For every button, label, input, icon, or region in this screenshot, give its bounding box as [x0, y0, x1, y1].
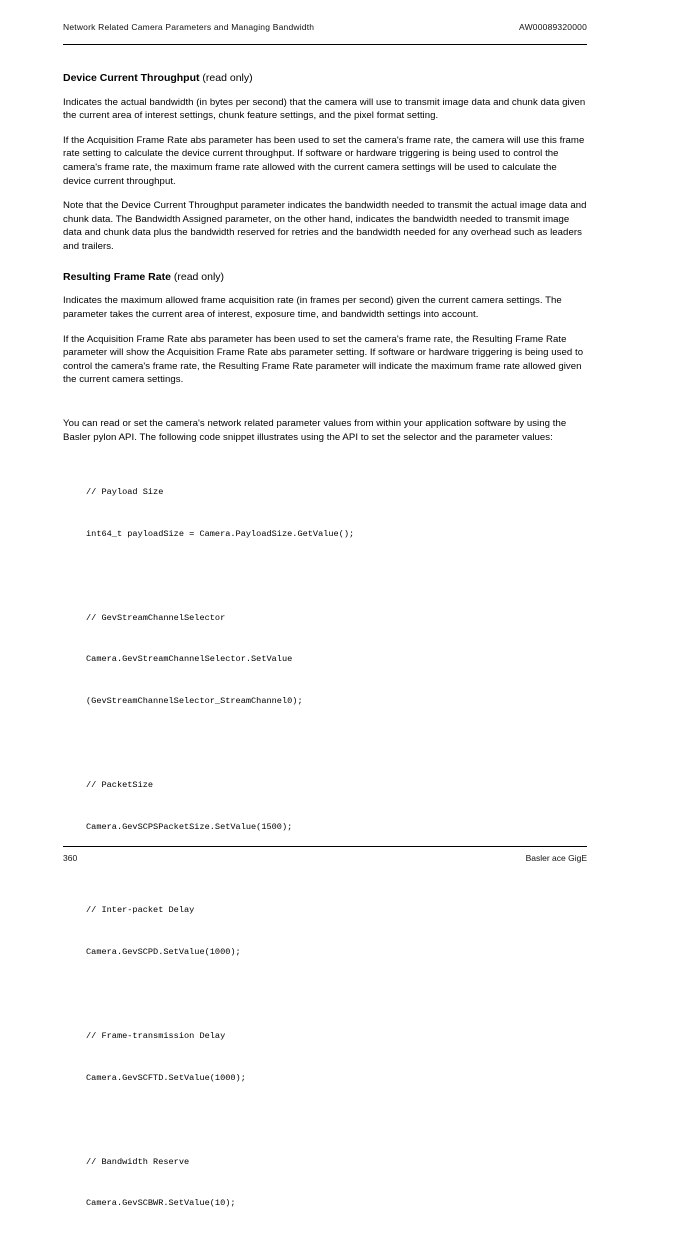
paragraph-api-intro: You can read or set the camera's network related parameter values from within your application software by using the Basler pylon API. The following code snippet illustrates using the API to set the selector and the parameter values:	[63, 417, 567, 443]
section-heading-suffix: (read only)	[170, 270, 225, 283]
code-line: // Frame-transmission Delay	[86, 1030, 226, 1041]
page-body	[63, 72, 587, 1239]
code-line: // GevStreamChannelSelector	[86, 612, 226, 623]
section-heading-text: Resulting Frame Rate	[63, 270, 171, 283]
page-footer	[63, 853, 587, 863]
paragraph: If the Acquisition Frame Rate abs parameter has been used to set the camera's frame rate, the Resulting Frame Rate parameter will show the Acquisition Frame Rate abs parameter setting. If software or hardware triggering is being used to control the camera's frame rate, the Resulting Frame Rate parameter will indicate the maximum frame rate allowed given the current camera settings.	[63, 333, 584, 386]
code-line: Camera.GevSCPD.SetValue(1000);	[86, 947, 241, 958]
code-line-blank	[86, 737, 587, 751]
section-heading-suffix: (read only)	[199, 72, 253, 84]
footer-page-number: 360	[63, 853, 78, 863]
code-line: int64_t payloadSize = Camera.PayloadSize.GetValue();	[86, 528, 355, 539]
code-line-blank	[86, 988, 587, 1002]
section-heading-text: Device Current Throughput	[63, 72, 200, 84]
footer-document-title: Basler ace GigE	[525, 853, 587, 863]
section-heading-resulting-frame-rate	[63, 271, 587, 284]
footer-divider	[63, 846, 587, 847]
code-line-blank	[86, 1114, 587, 1128]
header-chapter-title: Network Related Camera Parameters and Managing Bandwidth	[63, 22, 315, 32]
paragraph: Indicates the actual bandwidth (in bytes per second) that the camera will use to transmit image data and chunk data given the current area of interest settings, chunk feature settings, and the pixel format setting.	[63, 96, 586, 122]
code-line-blank	[86, 863, 587, 877]
code-line: Camera.GevSCPSPacketSize.SetValue(1500);	[86, 821, 293, 832]
page-header	[63, 22, 587, 37]
code-line: // Inter-packet Delay	[86, 905, 195, 916]
code-line-blank	[86, 570, 587, 584]
section-spacer	[63, 398, 587, 411]
header-divider	[63, 44, 587, 45]
code-snippet	[86, 458, 587, 1239]
paragraph: Indicates the maximum allowed frame acquisition rate (in frames per second) given the current camera settings. The parameter takes the current area of interest, exposure time, and bandwidth settings into account.	[63, 295, 562, 320]
code-line: // Payload Size	[86, 487, 164, 497]
header-document-number: AW00089320000	[519, 22, 587, 32]
code-line: Camera.GevSCBWR.SetValue(10);	[86, 1198, 236, 1209]
code-line: Camera.GevSCFTD.SetValue(1000);	[86, 1072, 246, 1083]
section-heading-device-current-throughput	[63, 72, 587, 85]
code-line: // Bandwidth Reserve	[86, 1156, 190, 1167]
code-line: // PacketSize	[86, 779, 154, 790]
paragraph: Note that the Device Current Throughput parameter indicates the bandwidth needed to transmit the actual image data and chunk data. The Bandwidth Assigned parameter, on the other hand, indicates the bandwidth needed to transmit image data and chunk data plus the bandwidth reserved for retries and the bandwidth needed for any overhead such as leaders and trailers.	[63, 200, 587, 253]
code-line: (GevStreamChannelSelector_StreamChannel0);	[86, 696, 303, 707]
paragraph: If the Acquisition Frame Rate abs parameter has been used to set the camera's frame rate, the camera will use this frame rate setting to calculate the device current throughput. If software or hardware triggering is being used to control the camera's frame rate, the maximum frame rate allowed with the current camera settings will be used to calculate the device current throughput.	[63, 134, 585, 187]
code-line: Camera.GevStreamChannelSelector.SetValue	[86, 654, 293, 665]
